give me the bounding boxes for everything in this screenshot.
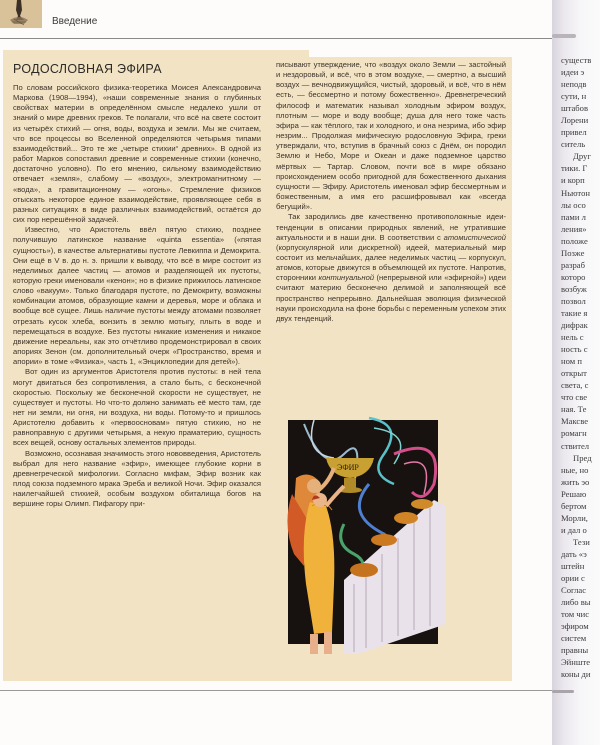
- right-page-line: Лорени: [561, 115, 589, 126]
- paragraph: По словам российского физика-теоретика Моисея Александровича Маркова (1908—1994), «наши современные знания о глубинных свойствах материи в определённом смысле недалеко ушли от знаний о мире древних греков. Те полагали, что всё на свете состоит из четырёх стихий — огня, воды, воздуха и земли. Мы же считаем, что все процессы во Вселенной определяются четырьмя типами взаимодействий... Это те же „четыре стихии“ древних». В одной из работ Марков сопоставил древние и современные стихии (конечно, достаточно условно). По его мнению, сильному взаимодействию отвечает «земля», слабому — «воздух», электромагнитному — «вода», а гравитационному — «огонь». Стремление физиков отыскать некоторое единое взаимодействие, проявляющее себя в разных ситуациях в виде различных взаимодействий, остаётся до сих пор нерешённой задачей.: [13, 83, 261, 225]
- right-page-line: и дал о: [561, 524, 587, 535]
- right-page-line: жить эо: [561, 476, 590, 487]
- right-page-line: что све: [561, 392, 588, 403]
- paragraph: [276, 212, 506, 324]
- text-run: (корпускулярной или дискретной) идеей, материальный мир состоит из мельчайших, далее неделимых частиц — корпускул, атомов, которые движутся в объемлющей их пустоте. Напротив, сторонники: [276, 242, 506, 283]
- section-title: Введение: [52, 16, 98, 27]
- right-page-line: существ: [561, 55, 592, 65]
- header-thumbnail: [0, 0, 42, 28]
- right-page-line: Позже: [561, 247, 585, 258]
- right-page-line: ные, но: [561, 464, 589, 475]
- right-page-line: ления»: [561, 223, 587, 234]
- right-page-line: дать «э: [561, 548, 587, 559]
- right-page-line: Максве: [561, 416, 589, 427]
- paragraph: писывают утверждение, что «воздух около Земли — застойный и нездоровый, и всё, что в этом воздухе, — смертно, а высший воздух — вечнодвижущийся, чистый, здоровый, и всё, что в нём есть, — бессмертно и потому божественно». Древнегреческий философ и математик называл холодным эфиром воздух, плотным — море и воду вообще; душа для него тоже часть эфира — как тёплого, так и холодного, и она незрима, ибо эфир незрим... Продолжая мифическую родословную Эфира, греки утверждали, что, вступив в брачный союз с Днём, он породил Землю и Небо, Море и Океан и даже подземное царство мёртвых — Тартар. Словом, почти всё в мире обязано происхождением особо пригодной для божественного дыхания сущности — Эфиру. Аристотель именовал эфир бессмертным и божественным, а имя его расшифровывал как «всегда бегущий».: [276, 60, 506, 212]
- paragraph: Возможно, осознавая значимость этого нововведения, Аристотель выбрал для него название «эфир», имеющее глубокие корни в древнегреческой мифологии. Согласно мифам, Эфир возник как плод союза подземного мрака Эреба и великой Ночи. Эфир оказался наилегчайшей стихией, особым воздухом обиталища богов на вершине горы Олимп. Пифагору при-: [13, 448, 261, 509]
- right-page-line: ная. Те: [561, 404, 587, 415]
- right-page-line: сути, н: [561, 91, 587, 102]
- middle-column: [276, 60, 506, 324]
- right-page-line: Решаю: [561, 488, 587, 499]
- footer-divider: [0, 690, 552, 691]
- right-page-line: положе: [561, 235, 588, 246]
- right-page-line: пами л: [561, 211, 586, 222]
- right-page-line: дифрак: [561, 320, 588, 331]
- bowl-label: ЭФИР: [337, 463, 359, 472]
- right-page-line: неподв: [561, 79, 587, 90]
- right-page-line: тики. Г: [561, 163, 588, 174]
- right-page-line: том чис: [561, 609, 590, 620]
- right-page-line: лы осо: [561, 199, 586, 210]
- right-page-line: нель с: [561, 332, 584, 343]
- right-page-line: разраб: [561, 259, 585, 270]
- ether-illustration: [274, 414, 468, 664]
- right-page-line: ствител: [561, 440, 590, 451]
- right-page-line: открыт: [561, 368, 587, 379]
- right-page-line: ситель: [561, 139, 586, 150]
- right-page-line: привел: [561, 127, 587, 138]
- box-title: РОДОСЛОВНАЯ ЭФИРА: [13, 62, 162, 76]
- right-page-line: света, с: [561, 380, 589, 391]
- italic-term: континуальной: [318, 273, 375, 283]
- right-page-line: эфиром: [561, 621, 589, 632]
- right-page-text: [561, 54, 600, 680]
- page-tab-marker: [552, 34, 576, 38]
- right-page-line: Эйнште: [561, 657, 591, 668]
- italic-term: атомистической: [443, 232, 506, 242]
- left-column: [13, 83, 261, 510]
- paragraph: Известно, что Аристотель ввёл пятую стихию, позднее получившую латинское название «quinta essentia» («пятая сущность»), в качестве альтернативы пустоте Левкиппа и Демокрита. Они ещё в V в. до н. э. пришли к выводу, что всё в мире состоит из неделимых далее частиц — атомов и разделяющей их пустоты, которую греки именовали «кенон»; но в физике прижилось латинское слово «вакуум». Только благодаря пустоте, по Демокриту, возможны комбинации атомов, образующие камни и деревья, море и облака и вообще всё сущее. Лишь наличие пустоты между атомами позволяет отрезать кусок хлеба, вонзить в землю мотыгу, плыть в воде и перемещаться в воздухе. Без пустоты никакие изменения и никакое движение нереальны, как это отчётливо продемонстрировал в своих апориях Зенон (см. дополнительный очерк «Пространство, время и апории» в томе «Физика», часть 1, «Энциклопедии для детей»).: [13, 225, 261, 367]
- right-page-line: штабов: [561, 103, 589, 114]
- right-page-line: бертом: [561, 500, 587, 511]
- right-page-line: Тези: [573, 536, 590, 547]
- right-page-line: которо: [561, 271, 586, 282]
- right-page-line: ном п: [561, 356, 582, 367]
- right-page-line: Друг: [573, 151, 591, 162]
- paragraph: Вот один из аргументов Аристотеля против пустоты: в ней тела могут двигаться без сопротивления, а стало быть, с бесконечной скоростью. Поскольку же бесконечной скорости не существует, не существует и пустоты. Но что-то должно занимать её место там, где нет ни земли, ни огня, ни воздуха, ни воды. Потому-то и пришлось Аристотелю добавить к «первоосновам» пятую стихию, но не равноправную с другими четырьмя, а некую праматерию, сущность всех вещей, основу остальных элементов природы.: [13, 367, 261, 448]
- text-run: Так зародились две качественно противоположные идеи-тенденции в описании природных явлений, не утратившие актуальности и в наши дни. В соответствии с: [276, 212, 506, 242]
- right-page-line: позвол: [561, 295, 586, 306]
- right-page-line: правны: [561, 645, 589, 656]
- right-page-line: Морли,: [561, 512, 588, 523]
- header-divider: [0, 38, 552, 39]
- text-run: (непрерывной или «эфирной») идеи считают материю бесконечно делимой и заполняющей всё пространство непрерывно. Дальнейшая эволюция физической науки происходила на фоне борьбы с переменным успехом этих двух тенденций.: [276, 273, 506, 323]
- right-page-line: и корп: [561, 175, 585, 186]
- right-page-line: Соглас: [561, 585, 587, 596]
- right-page-line: ории с: [561, 573, 585, 584]
- right-page-line: ность с: [561, 344, 588, 355]
- right-page-line: штейн: [561, 560, 585, 571]
- right-page-line: идеи э: [561, 67, 585, 78]
- right-page-line: Пред: [573, 452, 592, 463]
- right-page-line: такие я: [561, 307, 588, 318]
- right-page-line: систем: [561, 633, 587, 644]
- right-page-line: ромагн: [561, 428, 587, 439]
- right-page-line: Ньютон: [561, 187, 590, 198]
- right-page-edge: [552, 0, 600, 745]
- figure-thumbnail-icon: [4, 0, 34, 28]
- right-page-line: возбуж: [561, 283, 587, 294]
- right-page-line: либо вы: [561, 597, 591, 608]
- page-tab-marker-bottom: [552, 690, 574, 693]
- illustration-image: [274, 414, 468, 664]
- right-page-line: коны ди: [561, 669, 591, 680]
